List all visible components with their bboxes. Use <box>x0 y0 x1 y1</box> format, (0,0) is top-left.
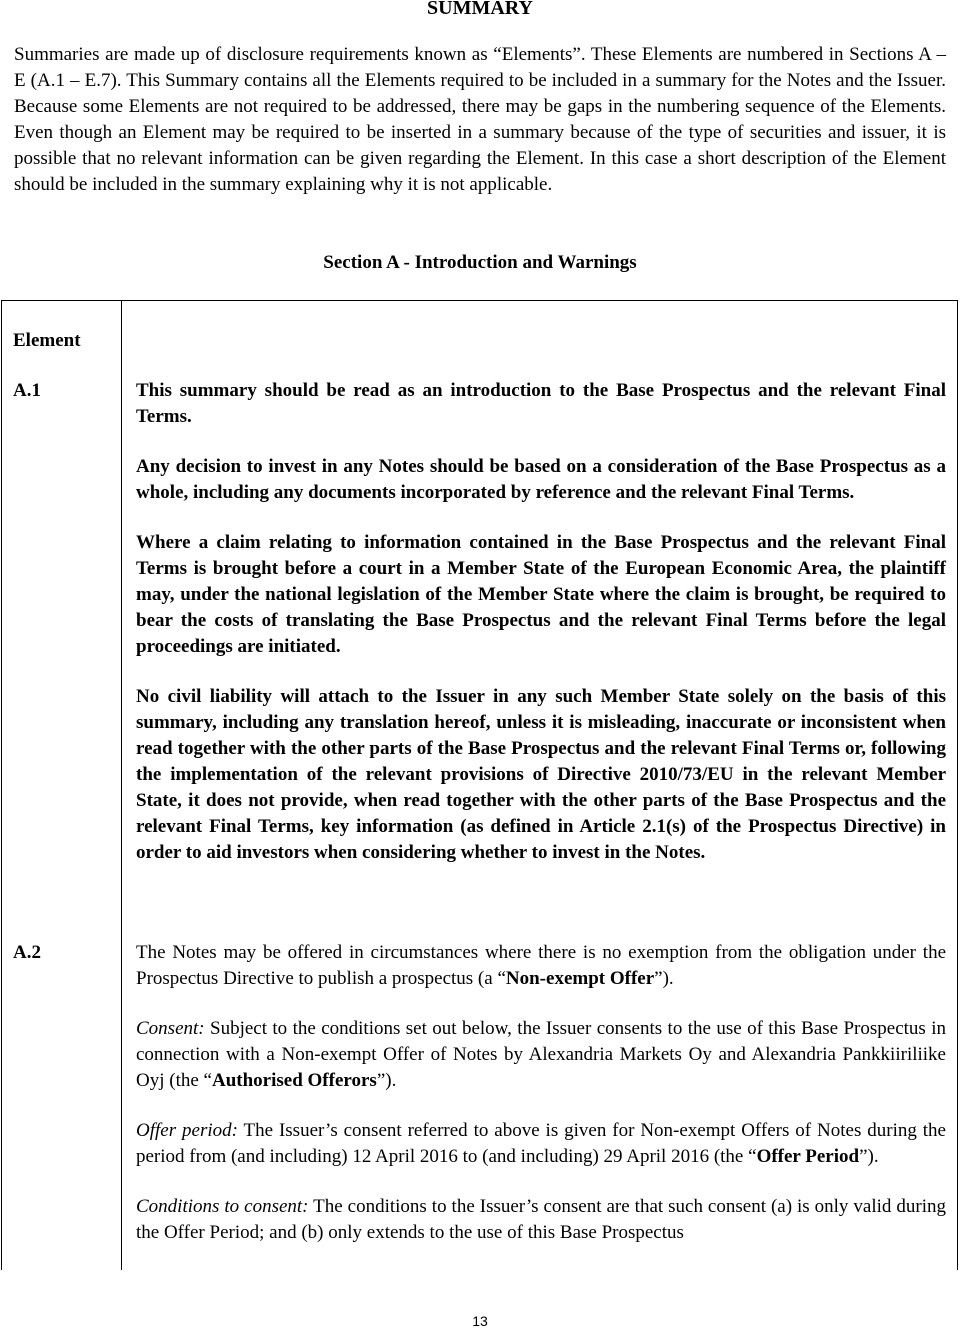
a1-paragraph-4: No civil liability will attach to the Issuer in any such Member State solely on the basis of this summary, including any translation hereof, unless it is misleading, inaccurate or inconsistent when read together with the other parts of the Base Prospectus and the relevant Final Terms or, following the implementation of the relevant provisions of Directive 2010/73/EU in the relevant Member State, it does not provide, when read together with the other parts of the Base Prospectus and the relevant Final Terms, key information (as defined in Article 2.1(s) of the Prospectus Directive) in order to aid investors when considering whether to invest in the Notes. <box>136 686 946 863</box>
a1-paragraph-1: This summary should be read as an introduction to the Base Prospectus and the relevant Final Terms. <box>136 380 946 427</box>
table-border-left <box>1 300 2 1270</box>
table-column-divider <box>121 300 122 1270</box>
offer-period-label: Offer period: <box>136 1120 238 1141</box>
a2-paragraph-offer-period: Offer period: The Issuer’s consent referred to above is given for Non-exempt Offers of Notes during the period from (and including) 12 April 2016 to (and including) 29 April 2016 (the “Offer Period”). <box>136 1120 946 1167</box>
element-a2-content <box>136 940 946 1270</box>
a2-paragraph-consent: Consent: Subject to the conditions set out below, the Issuer consents to the use of this Base Prospectus in connection with a Non-exempt Offer of Notes by Alexandria Markets Oy and Alexandria Pankkiiriliike Oyj (the “Authorised Offerors”). <box>136 1018 946 1091</box>
a2-paragraph-conditions: Conditions to consent: The conditions to the Issuer’s consent are that such consent (a) is only valid during the Offer Period; and (b) only extends to the use of this Base Prospectus <box>136 1196 946 1243</box>
a2-paragraph-1: The Notes may be offered in circumstances where there is no exemption from the obligation under the Prospectus Directive to publish a prospectus (a “Non-exempt Offer”). <box>136 942 946 989</box>
table-border-right <box>957 300 958 1270</box>
table-border-top <box>1 300 958 301</box>
conditions-label: Conditions to consent: <box>136 1196 309 1217</box>
element-a1-content <box>136 378 946 890</box>
consent-label: Consent: <box>136 1018 205 1039</box>
term-non-exempt-offer: Non-exempt Offer <box>505 968 655 989</box>
summary-table <box>0 300 960 1270</box>
element-id-a1: A.1 <box>13 380 41 401</box>
section-heading: Section A - Introduction and Warnings <box>323 252 637 273</box>
term-offer-period: Offer Period <box>756 1146 860 1167</box>
page-title: SUMMARY <box>427 0 533 19</box>
page-number: 13 <box>472 1313 488 1329</box>
column-header-element: Element <box>13 330 81 351</box>
a1-paragraph-3: Where a claim relating to information contained in the Base Prospectus and the relevant Final Terms is brought before a court in a Member State of the European Economic Area, the plaintiff may, under the national legislation of the Member State where the claim is brought, be required to bear the costs of translating the Base Prospectus and the relevant Final Terms before the legal proceedings are initiated. <box>136 532 946 657</box>
a1-paragraph-2: Any decision to invest in any Notes should be based on a consideration of the Base Prospectus as a whole, including any documents incorporated by reference and the relevant Final Terms. <box>136 456 946 503</box>
element-id-a2: A.2 <box>13 942 41 963</box>
intro-paragraph: Summaries are made up of disclosure requirements known as “Elements”. These Elements are numbered in Sections A – E (A.1 – E.7). This Summary contains all the Elements required to be included in a summary for the Notes and the Issuer. Because some Elements are not required to be addressed, there may be gaps in the numbering sequence of the Elements. Even though an Element may be required to be inserted in a summary because of the type of securities and issuer, it is possible that no relevant information can be given regarding the Element. In this case a short description of the Element should be included in the summary explaining why it is not applicable. <box>14 44 946 195</box>
term-authorised-offerors: Authorised Offerors <box>211 1070 377 1091</box>
